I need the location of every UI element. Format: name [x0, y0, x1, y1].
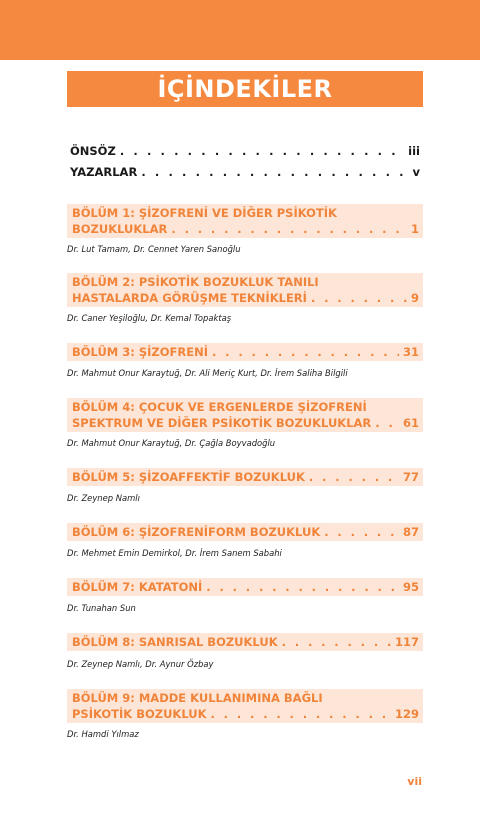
chapter-title: BÖLÜM 7: KATATONİ — [72, 580, 203, 594]
dot-leader — [141, 165, 408, 179]
chapter-authors: Dr. Zeynep Namlı, Dr. Aynur Özbay — [67, 659, 214, 669]
dot-leader — [120, 144, 404, 158]
dot-leader — [309, 469, 399, 485]
chapter-page: 117 — [394, 635, 419, 649]
chapter-page: 61 — [402, 416, 419, 430]
toc-entry-label: YAZARLAR — [70, 165, 138, 179]
chapter-authors: Dr. Hamdi Yılmaz — [67, 729, 139, 739]
chapter-page: 129 — [394, 707, 419, 721]
dot-leader — [211, 706, 391, 722]
page-folio: vii — [407, 775, 422, 788]
dot-leader — [171, 221, 407, 237]
chapter-title-line2: HASTALARDA GÖRÜŞME TEKNİKLERİ — [72, 291, 307, 305]
chapter-entry-5[interactable] — [67, 468, 423, 486]
chapter-authors: Dr. Caner Yeşiloğlu, Dr. Kemal Topaktaş — [67, 313, 232, 323]
toc-entry-yazarlar[interactable] — [70, 165, 420, 179]
chapter-title-line1: BÖLÜM 1: ŞİZOFRENİ VE DİĞER PSİKOTİK — [72, 206, 337, 220]
chapter-title: BÖLÜM 8: SANRISAL BOZUKLUK — [72, 635, 278, 649]
chapter-authors: Dr. Zeynep Namlı — [67, 493, 140, 503]
toc-entry-page: v — [412, 165, 420, 179]
chapter-title-line1: BÖLÜM 9: MADDE KULLANIMINA BAĞLI — [72, 691, 323, 705]
chapter-entry-1[interactable] — [67, 204, 423, 238]
page-title: İÇİNDEKİLER — [157, 75, 333, 103]
dot-leader — [212, 344, 399, 360]
dot-leader — [282, 634, 391, 650]
chapter-title-line1: BÖLÜM 2: PSİKOTİK BOZUKLUK TANILI — [72, 275, 319, 289]
chapter-entry-6[interactable] — [67, 523, 423, 541]
toc-entry-onsoz[interactable] — [70, 144, 420, 158]
chapter-entry-8[interactable] — [67, 633, 423, 651]
chapter-title: BÖLÜM 3: ŞİZOFRENİ — [72, 345, 208, 359]
chapter-title: BÖLÜM 6: ŞİZOFRENİFORM BOZUKLUK — [72, 525, 321, 539]
chapter-authors: Dr. Mahmut Onur Karaytuğ, Dr. Ali Meriç Kurt, Dr. İrem Saliha Bilgili — [67, 368, 348, 378]
chapter-entry-9[interactable] — [67, 689, 423, 723]
chapter-entry-7[interactable] — [67, 578, 423, 596]
toc-entry-label: ÖNSÖZ — [70, 144, 116, 158]
chapter-title-line2: PSİKOTİK BOZUKLUK — [72, 707, 207, 721]
chapter-title: BÖLÜM 5: ŞİZOAFFEKTİF BOZUKLUK — [72, 470, 305, 484]
dot-leader — [375, 415, 399, 431]
chapter-entry-3[interactable] — [67, 343, 423, 361]
chapter-page: 77 — [402, 470, 419, 484]
chapter-page: 31 — [402, 345, 419, 359]
chapter-title-line2: BOZUKLUKLAR — [72, 222, 168, 236]
toc-entry-page: iii — [408, 144, 420, 158]
chapter-entry-4[interactable] — [67, 398, 423, 432]
dot-leader — [311, 290, 407, 306]
chapter-page: 87 — [402, 525, 419, 539]
chapter-title-line1: BÖLÜM 4: ÇOCUK VE ERGENLERDE ŞİZOFRENİ — [72, 400, 367, 414]
chapter-authors: Dr. Lut Tamam, Dr. Cennet Yaren Sanoğlu — [67, 244, 241, 254]
chapter-page: 95 — [402, 580, 419, 594]
chapter-authors: Dr. Tunahan Sun — [67, 603, 136, 613]
chapter-title-line2: SPEKTRUM VE DİĞER PSİKOTİK BOZUKLUKLAR — [72, 416, 372, 430]
dot-leader — [324, 524, 399, 540]
dot-leader — [206, 579, 399, 595]
chapter-entry-2[interactable] — [67, 273, 423, 307]
chapter-authors: Dr. Mahmut Onur Karaytuğ, Dr. Çağla Boyvadoğlu — [67, 438, 276, 448]
chapter-page: 9 — [410, 291, 419, 305]
title-bar — [67, 71, 423, 107]
chapter-authors: Dr. Mehmet Emin Demirkol, Dr. İrem Sanem Sabahi — [67, 548, 282, 558]
chapter-page: 1 — [410, 222, 419, 236]
top-color-band — [0, 0, 480, 60]
